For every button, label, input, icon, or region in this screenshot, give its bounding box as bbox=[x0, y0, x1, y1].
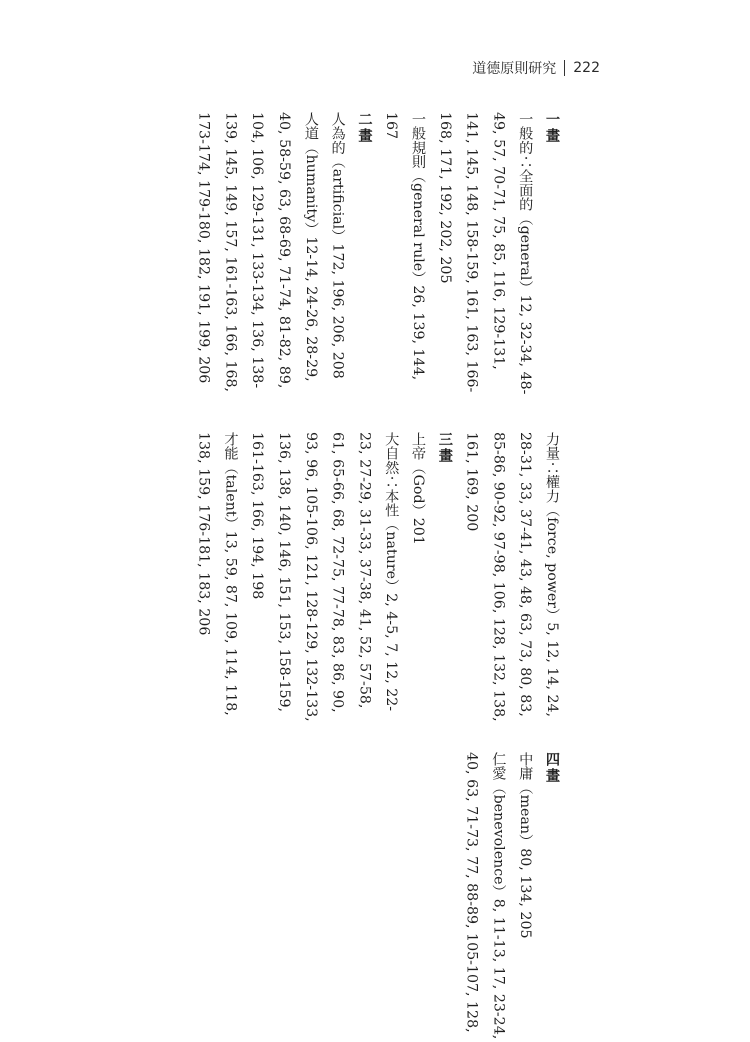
index-entry: 中庸（mean）80, 134, 205 bbox=[517, 752, 534, 939]
page-number: 222 bbox=[573, 60, 600, 76]
index-entry: 人道（humanity）12-14, 24-26, 28-29, 40, 58-59, 63, 68-69, 71-74, 81-82, 89, 104, 106, 129-131, 133-134, 136, 138-139, 145, 149, 157, 161-163, 166, 168, 173-174, 179-180, 182, 191, 199, 206 bbox=[195, 112, 319, 393]
index-entry: 上帝（God）201 bbox=[410, 432, 427, 545]
index-entry: 力量∴權力（force, power）5, 12, 14, 24, 28-31, 33, 37-41, 43, 48, 63, 73, 80, 83, 85-86, 90-92, 97-98, 106, 128, 132, 138, 161, 169, 200 bbox=[463, 432, 560, 722]
index-entry: 一般的∴全面的（general）12, 32-34, 48-49, 57, 70-71, 75, 85, 116, 129-131, 141, 145, 148, 158-159, 161, 163, 166-168, 171, 192, 202, 205 bbox=[436, 112, 534, 395]
stroke-heading: 一畫 bbox=[544, 112, 560, 145]
running-head bbox=[472, 58, 600, 78]
book-title: 道德原則研究 bbox=[472, 61, 557, 77]
stroke-heading: 四畫 bbox=[544, 752, 560, 785]
index-entry: 才能（talent）13, 59, 87, 109, 114, 118, 138, 159, 176-181, 183, 206 bbox=[195, 432, 239, 716]
index-entry: 仁愛（benevolence）8, 11-13, 17, 23-24, 40, 63, 71-73, 77, 88-89, 105-107, 128, bbox=[463, 752, 507, 1040]
index-section bbox=[458, 752, 565, 1042]
stroke-heading: 二畫 bbox=[356, 112, 373, 145]
index-section bbox=[190, 432, 458, 722]
index-entry: 人為的（artificial）172, 196, 206, 208 bbox=[329, 112, 346, 379]
index-entry: 一般規則（general rule）26, 139, 144, 167 bbox=[383, 112, 427, 381]
stroke-heading: 三畫 bbox=[436, 432, 453, 465]
index-entry: 大自然∴本性（nature）2, 4-5, 7, 12, 22-23, 27-29, 31-33, 37-38, 41, 52, 57-58, 61, 65-66, 68, 72-75, 77-78, 83, 86, 90, 93, 96, 105-106, 121, 128-129, 132-133, 136, 138, 140, 146, 151, 153, 158-159, 161-163, 166, 194, 198 bbox=[249, 432, 400, 722]
index-body bbox=[165, 112, 565, 1040]
header-divider bbox=[564, 60, 565, 76]
index-section bbox=[377, 112, 565, 402]
